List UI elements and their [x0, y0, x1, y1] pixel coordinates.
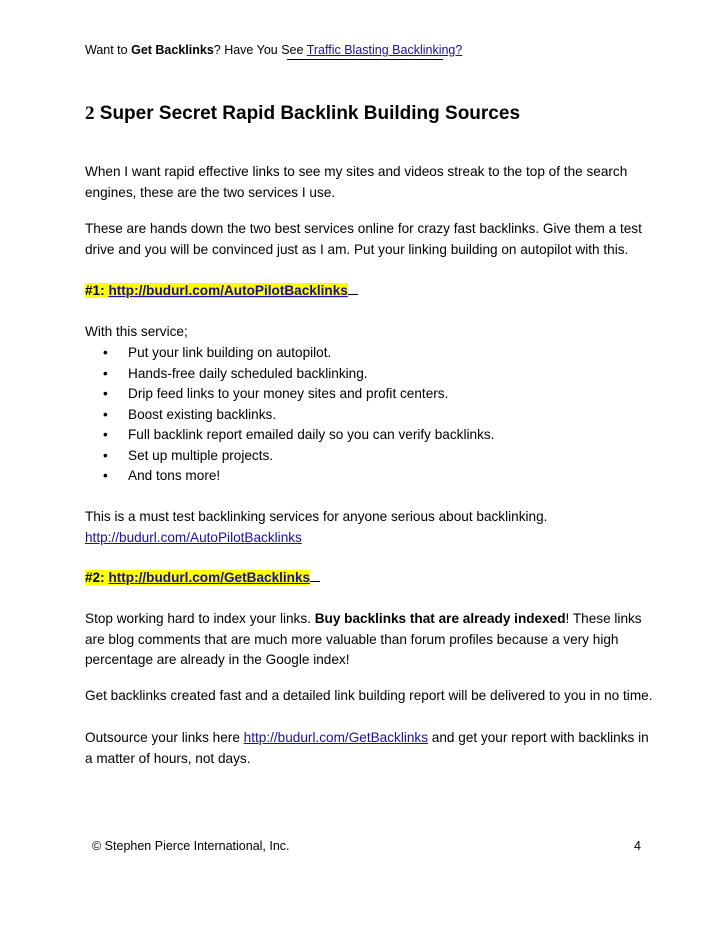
service-1-closing [85, 507, 650, 548]
header-bold: Get Backlinks [131, 43, 214, 57]
page-title [85, 103, 520, 125]
service-1-lead: With this service; [85, 324, 188, 339]
service-2-p3-end: and get your report with backlinks in a matter of hours, not days. [85, 730, 649, 766]
list-item: • Set up multiple projects. [85, 446, 494, 467]
footer-copyright: © Stephen Pierce International, Inc. [92, 839, 290, 853]
bullet-icon: • [103, 365, 108, 381]
header-middle: ? Have You See [213, 43, 307, 57]
header-link[interactable]: Traffic Blasting Backlinking? [306, 43, 463, 57]
list-item: • And tons more! [85, 466, 494, 487]
service-2-p3-link[interactable]: http://budurl.com/GetBacklinks [243, 730, 429, 745]
service-2-underline [310, 569, 320, 582]
service-2-p1-bold: Buy backlinks that are already indexed [314, 611, 566, 626]
service-2-p1-start: Stop working hard to index your links. [85, 611, 315, 626]
service-2-paragraph-3 [85, 728, 650, 769]
service-1-highlight [85, 283, 348, 298]
title-text: Super Secret Rapid Backlink Building Sources [99, 103, 521, 124]
page-header [85, 42, 462, 58]
service-2-p1-end: ! These links are blog comments that are much more valuable than forum profiles because a very high percentage are already in the Google index! [85, 611, 642, 667]
bullet-icon: • [103, 447, 108, 463]
list-item: • Boost existing backlinks. [85, 405, 494, 426]
service-2-highlight [85, 570, 310, 585]
list-item: • Put your link building on autopilot. [85, 343, 494, 364]
bullet-icon: • [103, 386, 108, 401]
service-1-closing-link[interactable]: http://budurl.com/AutoPilotBacklinks [85, 529, 302, 545]
footer-rule [85, 827, 645, 828]
page-number: 4 [634, 839, 641, 853]
header-prefix: Want to [85, 43, 132, 57]
bullet-icon: • [103, 427, 108, 442]
service-2-label: #2: [85, 570, 109, 585]
bullet-icon: • [103, 468, 108, 483]
list-item: • Full backlink report emailed daily so you can verify backlinks. [85, 425, 494, 446]
title-number: 2 [85, 103, 95, 124]
service-1-feature-list [85, 343, 494, 487]
service-1-label: #1: [85, 283, 109, 298]
bullet-icon: • [103, 406, 108, 422]
service-2-link[interactable]: http://budurl.com/GetBacklinks [108, 570, 311, 585]
service-2-heading [85, 568, 650, 589]
intro-paragraph-1: When I want rapid effective links to see my sites and videos streak to the top of the search engines, these are the two services I use. [85, 164, 628, 200]
list-item: • Drip feed links to your money sites and profit centers. [85, 384, 494, 405]
list-item: • Hands-free daily scheduled backlinking. [85, 364, 494, 385]
service-1-heading [85, 281, 650, 302]
service-2-paragraph-2: Get backlinks created fast and a detailed link building report will be delivered to you in no time. [85, 688, 653, 703]
service-1-link[interactable]: http://budurl.com/AutoPilotBacklinks [108, 283, 348, 298]
service-2-p3-start: Outsource your links here [85, 730, 244, 745]
header-rule [287, 59, 443, 60]
service-2-paragraph-1 [85, 609, 650, 671]
intro-paragraph-2: These are hands down the two best services online for crazy fast backlinks. Give them a test drive and you will be convinced just as I am. Put your linking building on autopilot with this. [85, 221, 642, 257]
bullet-icon: • [103, 345, 108, 360]
service-1-closing-text: This is a must test backlinking services for anyone serious about backlinking. [85, 509, 548, 524]
service-1-underline [348, 282, 358, 295]
